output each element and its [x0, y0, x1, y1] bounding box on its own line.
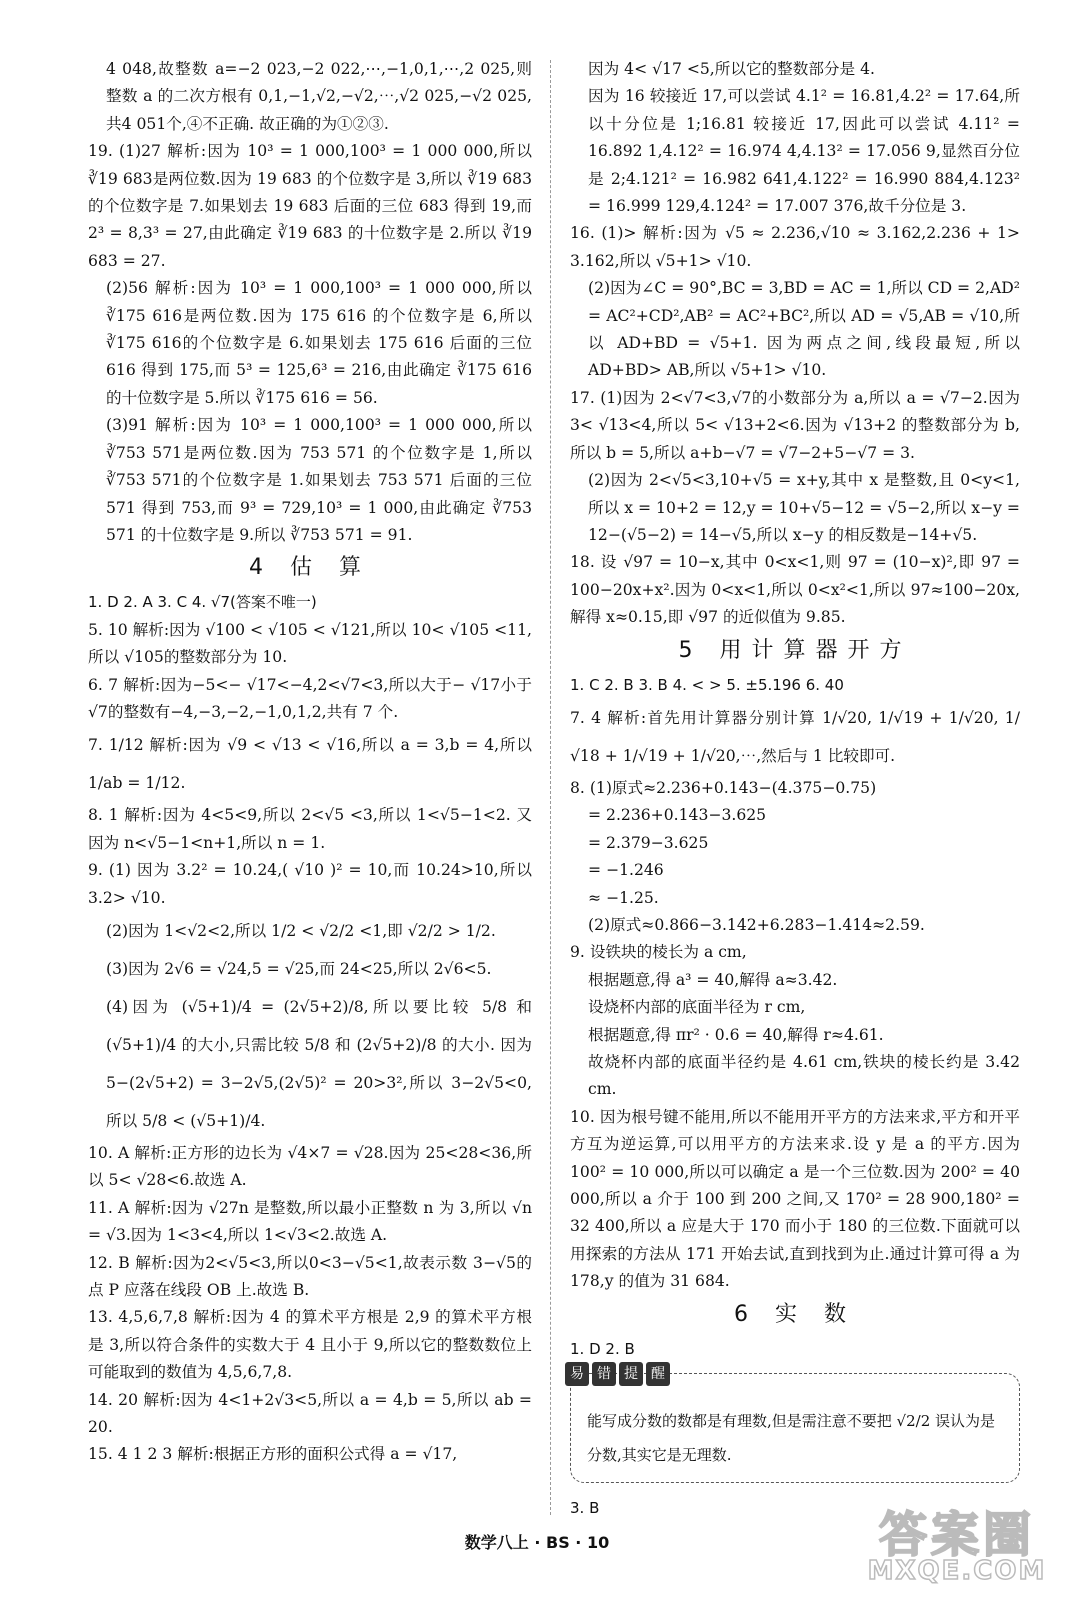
- answer-paragraph: 8. 1 解析:因为 4<5<9,所以 2<√5 <3,所以 1<√5−1<2. 又因为 n<√5−1<n+1,所以 n = 1.: [88, 806, 532, 852]
- answer-paragraph: 18. 设 √97 = 10−x,其中 0<x<1,则 97 = (10−x)²,即 97 = 100−20x+x².因为 0<x<1,所以 0<x²<1,所以 97≈100−20x,解得 x≈0.15,即 √97 的近似值为 9.85.: [570, 553, 1020, 627]
- tip-label: [565, 1362, 670, 1386]
- left-column: [88, 56, 532, 1469]
- answer-paragraph: = −1.246: [588, 861, 664, 880]
- section-title: 5 用计算器开方: [678, 637, 912, 663]
- answer-paragraph: 19. (1)27 解析:因为 10³ = 1 000,100³ = 1 000 000,所以 ∛19 683是两位数.因为 19 683 的个位数字是 3,所以 ∛19 683的个位数字是 7.如果划去 19 683 后面的三位 683 得到 19,而 2³ = 8,3³ = 27,由此确定 ∛19 683 的十位数字是 2.所以 ∛19 683 = 27.: [88, 142, 532, 270]
- answer-paragraph: 15. 4 1 2 3 解析:根据正方形的面积公式得 a = √17,: [88, 1445, 458, 1464]
- section-title: 6 实 数: [734, 1301, 856, 1327]
- answer-paragraph: 11. A 解析:因为 √27n 是整数,所以最小正整数 n 为 3,所以 √n = √3.因为 1<3<4,所以 1<√3<2.故选 A.: [88, 1198, 532, 1245]
- answer-paragraph: ≈ −1.25.: [588, 888, 659, 907]
- answer-paragraph: (2)因为 1<√2<2,所以 1/2 < √2/2 <1,即 √2/2 > 1/2.: [106, 921, 496, 940]
- tip-label-char: 易: [565, 1362, 589, 1386]
- answer-paragraph: 1. D 2. B: [570, 1339, 635, 1358]
- answer-paragraph: 7. 1/12 解析:因为 √9 < √13 < √16,所以 a = 3,b = 4,所以 1/ab = 1/12.: [88, 736, 532, 793]
- tip-text: 能写成分数的数都是有理数,但是需注意不要把 √2/2 误认为是分数,其实它是无理数.: [587, 1412, 996, 1465]
- answer-paragraph: 故烧杯内部的底面半径约是 4.61 cm,铁块的棱长约是 3.42 cm.: [588, 1053, 1020, 1099]
- watermark-title: 答案圈: [878, 1507, 1035, 1563]
- answer-paragraph: 1. D 2. A 3. C 4. √7(答案不唯一): [88, 593, 317, 612]
- answer-paragraph: 8. (1)原式≈2.236+0.143−(4.375−0.75): [570, 778, 877, 797]
- page-footer: 数学八上 · BS · 10: [464, 1533, 610, 1552]
- tip-label-char: 提: [619, 1362, 643, 1386]
- watermark-url: MXQE.COM: [867, 1556, 1047, 1586]
- answer-paragraph: (2)原式≈0.866−3.142+6.283−1.414≈2.59.: [588, 915, 925, 934]
- answer-paragraph: 根据题意,得 a³ = 40,解得 a≈3.42.: [588, 970, 838, 989]
- answer-paragraph: 设烧杯内部的底面半径为 r cm,: [588, 998, 806, 1017]
- watermark-logo: [862, 1496, 1052, 1596]
- answer-paragraph: (3)91 解析:因为 10³ = 1 000,100³ = 1 000 000,所以 ∛753 571是两位数.因为 753 571 的个位数字是 1,所以 ∛753 571的个位数字是 1.如果划去 753 571 后面的三位 571 得到 753,而 9³ = 729,10³ = 1 000,由此确定 ∛753 571 的十位数字是 9.所以 ∛753 571 = 91.: [106, 416, 532, 544]
- tip-label-char: 醒: [646, 1362, 670, 1386]
- answer-paragraph: 1. C 2. B 3. B 4. < > 5. ±5.196 6. 40: [570, 675, 844, 694]
- answer-paragraph: 5. 10 解析:因为 √100 < √105 < √121,所以 10< √105 <11,所以 √105的整数部分为 10.: [88, 620, 532, 667]
- answer-paragraph: 6. 7 解析:因为−5<− √17<−4,2<√7<3,所以大于− √17小于 √7的整数有−4,−3,−2,−1,0,1,2,共有 7 个.: [88, 675, 532, 721]
- answer-paragraph: = 2.236+0.143−3.625: [588, 806, 767, 825]
- answer-paragraph: 10. A 解析:正方形的边长为 √4×7 = √28.因为 25<28<36,所以 5< √28<6.故选 A.: [88, 1143, 532, 1190]
- answer-paragraph: (2)因为 2<√5<3,10+√5 = x+y,其中 x 是整数,且 0<y<1,所以 x = 10+2 = 12,y = 10+√5−12 = √5−2,所以 x−y = 12−(√5−2) = 14−√5,所以 x−y 的相反数是−14+√5.: [588, 471, 1020, 544]
- right-column: [570, 56, 1020, 1522]
- answer-paragraph: (3)因为 2√6 = √24,5 = √25,而 24<25,所以 2√6<5.: [106, 959, 492, 978]
- answer-paragraph: 4 048,故整数 a=−2 023,−2 022,⋯,−1,0,1,⋯,2 025,则整数 a 的二次方根有 0,1,−1,√2,−√2,⋯,√2 025,−√2 025,共4 051个,④不正确. 故正确的为①②③.: [106, 60, 532, 133]
- answer-paragraph: 14. 20 解析:因为 4<1+2√3<5,所以 a = 4,b = 5,所以 ab = 20.: [88, 1390, 532, 1437]
- answer-paragraph: 3. B: [570, 1499, 600, 1518]
- answer-paragraph: 因为 16 较接近 17,可以尝试 4.1² = 16.81,4.2² = 17.64,所以十分位是 1;16.81 较接近 17,因此可以尝试 4.11² = 16.892 1,4.12² = 16.974 4,4.13² = 17.056 9,显然百分位是 2;4.121² = 16.982 641,4.122² = 16.990 884,4.123² = 16.999 129,4.124² = 17.007 376,故千分位是 3.: [588, 87, 1020, 216]
- answer-paragraph: = 2.379−3.625: [588, 833, 709, 852]
- answer-paragraph: 16. (1)> 解析:因为 √5 ≈ 2.236,√10 ≈ 3.162,2.236 + 1> 3.162,所以 √5+1> √10.: [570, 224, 1020, 270]
- answer-paragraph: 9. (1) 因为 3.2² = 10.24,( √10 )² = 10,而 10.24>10,所以 3.2> √10.: [88, 861, 532, 907]
- answer-paragraph: (2)因为∠C = 90°,BC = 3,BD = AC = 1,所以 CD = 2,AD² = AC²+CD²,AB² = AC²+BC²,所以 AD = √5,AB = √10,所以 AD+BD = √5+1. 因为两点之间,线段最短,所以 AD+BD> AB,所以 √5+1> √10.: [588, 279, 1020, 380]
- column-divider: [550, 60, 551, 1515]
- answer-paragraph: 9. 设铁块的棱长为 a cm,: [570, 943, 747, 962]
- section-title: 4 估 算: [249, 555, 371, 581]
- tip-label-char: 错: [592, 1362, 616, 1386]
- tip-box: [570, 1366, 1020, 1483]
- answer-paragraph: 根据题意,得 πr² · 0.6 = 40,解得 r≈4.61.: [588, 1025, 884, 1044]
- answer-paragraph: (4)因为 (√5+1)/4 = (2√5+2)/8,所以要比较 5/8 和 (√5+1)/4 的大小,只需比较 5/8 和 (2√5+2)/8 的大小. 因为 5−(2√5+2) = 3−2√5,(2√5)² = 20>3²,所以 3−2√5<0,所以 5/8 < (√5+1)/4.: [106, 997, 532, 1130]
- answer-paragraph: 因为 4< √17 <5,所以它的整数部分是 4.: [588, 60, 875, 78]
- answer-paragraph: 17. (1)因为 2<√7<3,√7的小数部分为 a,所以 a = √7−2.因为 3< √13<4,所以 5< √13+2<6.因为 √13+2 的整数部分为 b,所以 b = 5,所以 a+b−√7 = √7−2+5−√7 = 3.: [570, 388, 1020, 462]
- answer-paragraph: 10. 因为根号键不能用,所以不能用开平方的方法来求,平方和开平方互为逆运算,可以用平方的方法来求.设 y 是 a 的平方.因为 100² = 10 000,所以可以确定 a 是一个三位数.因为 200² = 40 000,所以 a 介于 100 到 200 之间,又 170² = 28 900,180² = 32 400,所以 a 应是大于 170 而小于 180 的三位数.下面就可以用探索的方法从 171 开始去试,直到找到为止.通过计算可得 a 为 178,y 的值为 31 684.: [570, 1107, 1020, 1291]
- answer-paragraph: (2)56 解析:因为 10³ = 1 000,100³ = 1 000 000,所以 ∛175 616是两位数.因为 175 616 的个位数字是 6,所以 ∛175 616的个位数字是 6.如果划去 175 616 后面的三位 616 得到 175,而 5³ = 125,6³ = 216,由此确定 ∛175 616的十位数字是 5.所以 ∛175 616 = 56.: [106, 279, 532, 407]
- answer-paragraph: 13. 4,5,6,7,8 解析:因为 4 的算术平方根是 2,9 的算术平方根是 3,所以符合条件的实数大于 4 且小于 9,所以它的整数数位上可能取到的数值为 4,5,6,7,8.: [88, 1308, 532, 1382]
- answer-paragraph: 12. B 解析:因为2<√5<3,所以0<3−√5<1,故表示数 3−√5的点 P 应落在线段 OB 上.故选 B.: [88, 1253, 532, 1299]
- answer-paragraph: 7. 4 解析:首先用计算器分别计算 1/√20, 1/√19 + 1/√20, 1/√18 + 1/√19 + 1/√20,⋯,然后与 1 比较即可.: [570, 708, 1020, 765]
